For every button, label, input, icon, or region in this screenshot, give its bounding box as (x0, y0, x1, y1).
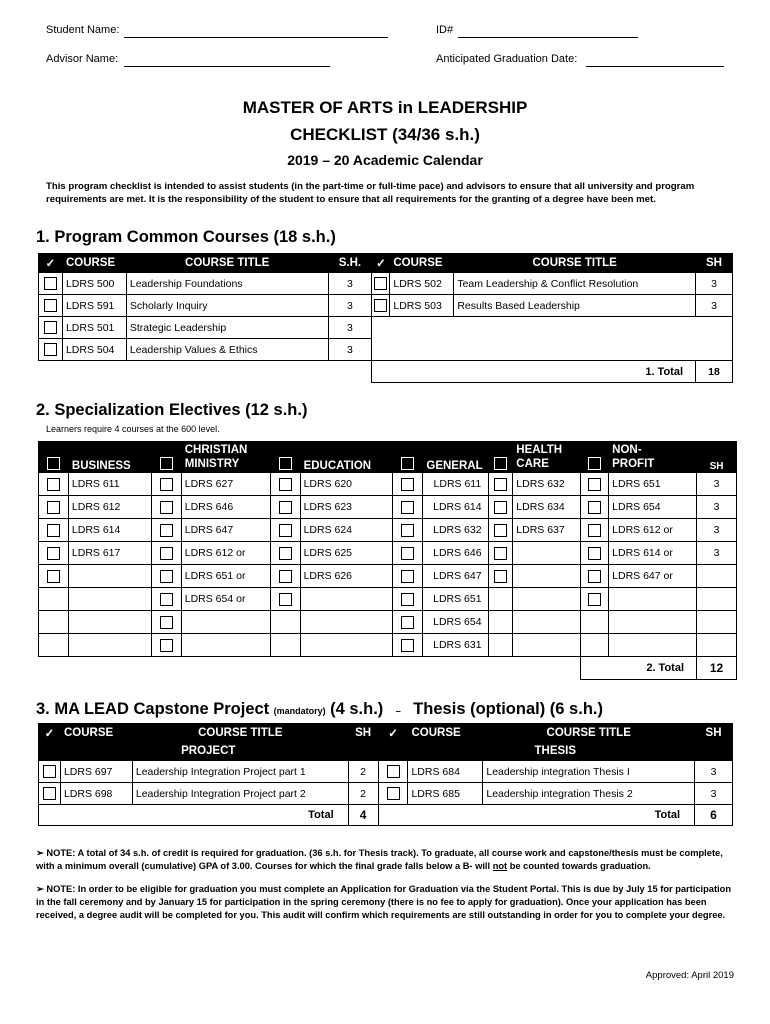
christian-checkbox[interactable] (160, 616, 173, 629)
christian-course-code: LDRS 654 or (181, 588, 270, 611)
course-sh: 3 (328, 339, 372, 361)
check-header: ✓ (39, 254, 63, 273)
course-sh (697, 565, 737, 588)
course-code: LDRS 591 (62, 295, 126, 317)
page-subtitle: CHECKLIST (34/36 s.h.) (290, 125, 480, 144)
course-checkbox[interactable] (374, 299, 387, 312)
course-title: Team Leadership & Conflict Resolution (454, 273, 696, 295)
course-sh: 3 (328, 295, 372, 317)
general-header: GENERAL (423, 442, 489, 473)
general-checkbox[interactable] (401, 478, 414, 491)
section2-total-label: 2. Total (581, 657, 697, 680)
nonprofit-course-code: LDRS 651 (609, 473, 697, 496)
general-course-code: LDRS 632 (423, 519, 489, 542)
course-checkbox[interactable] (44, 343, 57, 356)
project-course-title: Leadership Integration Project part 1 (132, 761, 348, 783)
christian-course-code: LDRS 647 (181, 519, 270, 542)
education-header-checkbox (279, 457, 292, 470)
check-header: ✓ (39, 724, 61, 742)
course-sh: 3 (697, 473, 737, 496)
project-header: PROJECT (39, 742, 379, 761)
health-course-code (513, 588, 581, 611)
education-header: EDUCATION (300, 442, 393, 473)
nonprofit-checkbox[interactable] (588, 501, 601, 514)
health-care-header: HEALTH CARE (513, 442, 581, 473)
course-sh: 3 (328, 273, 372, 295)
page-title: MASTER OF ARTS in LEADERSHIP (242, 98, 528, 117)
project-course-code: LDRS 698 (60, 783, 132, 805)
general-checkbox[interactable] (401, 501, 414, 514)
business-course-code (68, 634, 151, 657)
education-course-code (300, 611, 393, 634)
nonprofit-course-code (609, 634, 697, 657)
general-course-code: LDRS 651 (423, 588, 489, 611)
christian-course-code (181, 634, 270, 657)
course-sh (697, 634, 737, 657)
health-checkbox[interactable] (494, 501, 507, 514)
business-header: BUSINESS (68, 442, 151, 473)
table-row (39, 473, 737, 496)
education-course-code: LDRS 620 (300, 473, 393, 496)
table-row (39, 588, 737, 611)
course-sh: 3 (697, 496, 737, 519)
thesis-checkbox[interactable] (387, 765, 400, 778)
section2-total-value: 12 (697, 657, 737, 680)
health-course-code (513, 634, 581, 657)
sh-header: S.H. (328, 254, 372, 273)
section1-heading: 1. Program Common Courses (18 s.h.) (36, 228, 336, 246)
christian-checkbox[interactable] (160, 478, 173, 491)
business-course-code (68, 565, 151, 588)
course-title: Results Based Leadership (454, 295, 696, 317)
christian-header-checkbox (160, 457, 173, 470)
thesis-course-code: LDRS 685 (408, 783, 483, 805)
sh-header: SH (696, 254, 733, 273)
nonprofit-checkbox[interactable] (588, 478, 601, 491)
christian-course-code: LDRS 651 or (181, 565, 270, 588)
project-checkbox[interactable] (43, 787, 56, 800)
nonprofit-checkbox[interactable] (588, 593, 601, 606)
approved-date: Approved: April 2019 (645, 970, 734, 981)
course-title-header: COURSE TITLE (483, 724, 695, 742)
advisor-name-label: Advisor Name: (46, 53, 119, 65)
course-checkbox[interactable] (44, 299, 57, 312)
course-sh: 3 (696, 295, 733, 317)
sh-header: SH (348, 724, 378, 742)
business-course-code (68, 611, 151, 634)
section1-total-label: 1. Total (372, 361, 696, 383)
course-code: LDRS 503 (390, 295, 454, 317)
christian-course-code: LDRS 627 (181, 473, 270, 496)
course-header: COURSE (62, 254, 126, 273)
nonprofit-course-code (609, 611, 697, 634)
christian-checkbox[interactable] (160, 570, 173, 583)
business-checkbox[interactable] (47, 524, 60, 537)
general-checkbox[interactable] (401, 639, 414, 652)
nonprofit-course-code: LDRS 654 (609, 496, 697, 519)
nonprofit-course-code (609, 588, 697, 611)
section3-heading: 3. MA LEAD Capstone Project (mandatory) (4 s.h.) – Thesis (optional) (6 s.h.) (36, 700, 603, 718)
advisor-name-field[interactable] (124, 66, 330, 67)
table-row (39, 611, 737, 634)
business-course-code: LDRS 612 (68, 496, 151, 519)
project-total-value: 4 (348, 805, 378, 826)
table-row (39, 634, 737, 657)
christian-course-code: LDRS 612 or (181, 542, 270, 565)
business-course-code: LDRS 614 (68, 519, 151, 542)
general-header-checkbox (401, 457, 414, 470)
table-row (39, 565, 737, 588)
course-code: LDRS 501 (62, 317, 126, 339)
education-checkbox[interactable] (279, 478, 292, 491)
christian-course-code: LDRS 646 (181, 496, 270, 519)
nonprofit-checkbox[interactable] (588, 570, 601, 583)
nonprofit-course-code: LDRS 647 or (609, 565, 697, 588)
capstone-table (38, 723, 733, 826)
health-checkbox[interactable] (494, 570, 507, 583)
general-checkbox[interactable] (401, 593, 414, 606)
id-field[interactable] (458, 37, 638, 38)
education-course-code (300, 588, 393, 611)
thesis-course-title: Leadership integration Thesis I (483, 761, 695, 783)
course-sh: 3 (697, 519, 737, 542)
general-checkbox[interactable] (401, 570, 414, 583)
education-checkbox[interactable] (279, 570, 292, 583)
course-code: LDRS 500 (62, 273, 126, 295)
christian-checkbox[interactable] (160, 593, 173, 606)
health-course-code (513, 542, 581, 565)
general-checkbox[interactable] (401, 547, 414, 560)
sh-header: SH (695, 724, 733, 742)
christian-checkbox[interactable] (160, 639, 173, 652)
id-label: ID# (436, 24, 454, 36)
course-header: COURSE (60, 724, 132, 742)
table-row (39, 496, 737, 519)
student-name-label: Student Name: (46, 24, 120, 36)
christian-course-code (181, 611, 270, 634)
thesis-course-title: Leadership integration Thesis 2 (483, 783, 695, 805)
education-course-code: LDRS 624 (300, 519, 393, 542)
health-course-code: LDRS 637 (513, 519, 581, 542)
general-course-code: LDRS 647 (423, 565, 489, 588)
course-title-header: COURSE TITLE (454, 254, 696, 273)
sh-header: SH (697, 442, 737, 473)
business-course-code: LDRS 617 (68, 542, 151, 565)
health-checkbox[interactable] (494, 524, 507, 537)
general-course-code: LDRS 611 (423, 473, 489, 496)
thesis-header: THESIS (378, 742, 732, 761)
project-course-code: LDRS 697 (60, 761, 132, 783)
check-header: ✓ (372, 254, 390, 273)
section1-total-value: 18 (696, 361, 733, 383)
nonprofit-header-checkbox (588, 457, 601, 470)
course-sh: 3 (328, 317, 372, 339)
table-row (39, 542, 737, 565)
course-title: Leadership Values & Ethics (126, 339, 328, 361)
course-sh (697, 588, 737, 611)
student-name-field[interactable] (124, 37, 388, 38)
education-checkbox[interactable] (279, 501, 292, 514)
thesis-total-value: 6 (695, 805, 733, 826)
nonprofit-checkbox[interactable] (588, 524, 601, 537)
business-checkbox[interactable] (47, 501, 60, 514)
thesis-course-sh: 3 (695, 761, 733, 783)
health-course-code (513, 611, 581, 634)
course-checkbox[interactable] (44, 277, 57, 290)
graduation-date-label: Anticipated Graduation Date: (436, 53, 578, 65)
section2-subtext: Learners require 4 courses at the 600 level. (46, 424, 220, 434)
course-sh: 3 (697, 542, 737, 565)
arrow-bullet-icon: ➢ (36, 848, 44, 858)
arrow-bullet-icon: ➢ (36, 884, 44, 894)
general-course-code: LDRS 646 (423, 542, 489, 565)
project-course-title: Leadership Integration Project part 2 (132, 783, 348, 805)
christian-checkbox[interactable] (160, 501, 173, 514)
course-sh: 3 (696, 273, 733, 295)
health-checkbox[interactable] (494, 547, 507, 560)
project-checkbox[interactable] (43, 765, 56, 778)
education-course-code: LDRS 626 (300, 565, 393, 588)
course-code: LDRS 504 (62, 339, 126, 361)
business-checkbox[interactable] (47, 547, 60, 560)
health-checkbox[interactable] (494, 478, 507, 491)
course-header: COURSE (390, 254, 454, 273)
business-course-code: LDRS 611 (68, 473, 151, 496)
education-checkbox[interactable] (279, 547, 292, 560)
course-code: LDRS 502 (390, 273, 454, 295)
nonprofit-header: NON- PROFIT (609, 442, 697, 473)
intro-text: This program checklist is intended to assist students (in the part-time or full-time pace) and advisors to ensure that all university and program requirements are met. It is the responsibility of the student to ensure that all requirements for the granting of a degree have been met. (46, 181, 695, 205)
table-row (39, 519, 737, 542)
specialization-table (38, 441, 737, 680)
health-header-checkbox (494, 457, 507, 470)
check-header: ✓ (378, 724, 408, 742)
general-checkbox[interactable] (401, 616, 414, 629)
course-title-header: COURSE TITLE (132, 724, 348, 742)
project-total-label: Total (39, 805, 349, 826)
course-title-header: COURSE TITLE (126, 254, 328, 273)
thesis-total-label: Total (378, 805, 694, 826)
health-course-code: LDRS 634 (513, 496, 581, 519)
course-title: Leadership Foundations (126, 273, 328, 295)
graduation-date-field[interactable] (586, 66, 724, 67)
health-course-code: LDRS 632 (513, 473, 581, 496)
course-title: Strategic Leadership (126, 317, 328, 339)
christian-ministry-header: CHRISTIAN MINISTRY (181, 442, 270, 473)
course-header: COURSE (408, 724, 483, 742)
business-course-code (68, 588, 151, 611)
project-course-sh: 2 (348, 783, 378, 805)
education-checkbox[interactable] (279, 593, 292, 606)
thesis-course-code: LDRS 684 (408, 761, 483, 783)
general-course-code: LDRS 631 (423, 634, 489, 657)
business-checkbox[interactable] (47, 570, 60, 583)
nonprofit-checkbox[interactable] (588, 547, 601, 560)
project-course-sh: 2 (348, 761, 378, 783)
nonprofit-course-code: LDRS 614 or (609, 542, 697, 565)
business-checkbox[interactable] (47, 478, 60, 491)
course-title: Scholarly Inquiry (126, 295, 328, 317)
thesis-checkbox[interactable] (387, 787, 400, 800)
education-course-code: LDRS 625 (300, 542, 393, 565)
program-common-table (38, 253, 733, 383)
course-checkbox[interactable] (44, 321, 57, 334)
course-sh (697, 611, 737, 634)
section2-heading: 2. Specialization Electives (12 s.h.) (36, 401, 308, 419)
general-course-code: LDRS 614 (423, 496, 489, 519)
nonprofit-course-code: LDRS 612 or (609, 519, 697, 542)
education-course-code (300, 634, 393, 657)
christian-checkbox[interactable] (160, 524, 173, 537)
health-course-code (513, 565, 581, 588)
general-checkbox[interactable] (401, 524, 414, 537)
note-credit-requirement: ➢ NOTE: A total of 34 s.h. of credit is required for graduation. (36 s.h. for Thesis track). To graduate, all course work and capstone/thesis must be complete, with a minimum overall (cumulative) GPA of 3.00. Courses for which the final grade falls below a B- will not be counted towards graduation. (36, 848, 723, 871)
education-checkbox[interactable] (279, 524, 292, 537)
general-course-code: LDRS 654 (423, 611, 489, 634)
education-course-code: LDRS 623 (300, 496, 393, 519)
thesis-course-sh: 3 (695, 783, 733, 805)
business-header-checkbox (47, 457, 60, 470)
christian-checkbox[interactable] (160, 547, 173, 560)
course-checkbox[interactable] (374, 277, 387, 290)
academic-calendar: 2019 – 20 Academic Calendar (287, 152, 483, 168)
note-graduation-application: ➢ NOTE: In order to be eligible for graduation you must complete an Application for Graduation via the Student Portal. This is due by July 15 for participation in the fall ceremony and by January 15 for participation in the spring ceremony (there is no fee to apply for graduation). Once your application has been received, a degree audit will be completed for you. This audit will confirm which requirements are still outstanding in order for you to complete your degree. (36, 884, 731, 920)
